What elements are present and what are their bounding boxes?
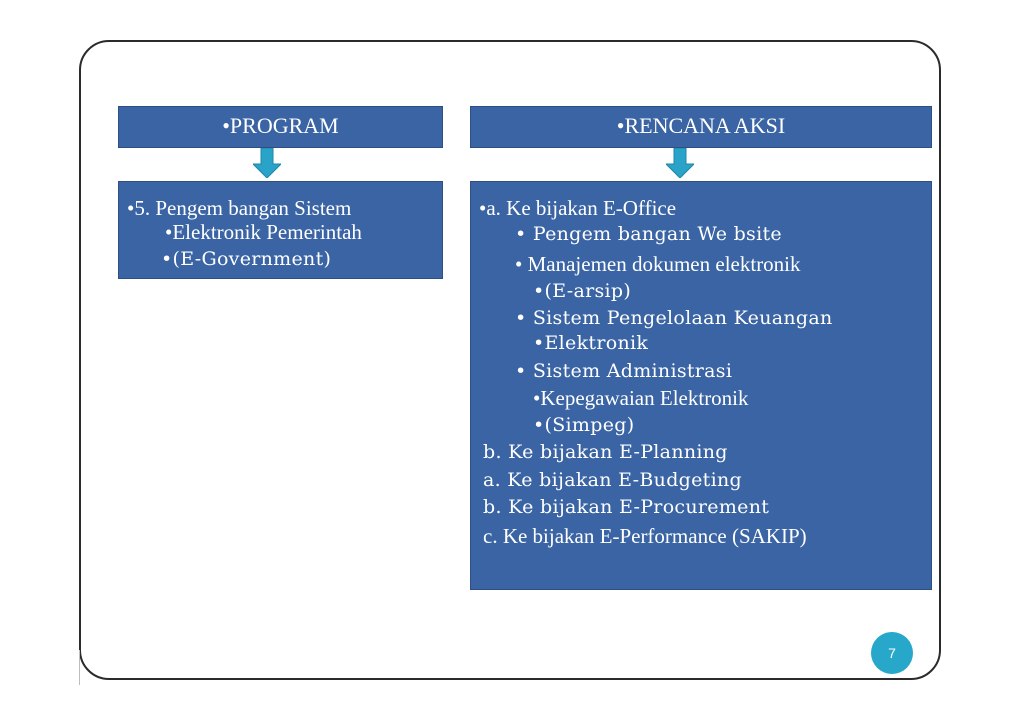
rencana-aksi-content-box — [470, 181, 932, 590]
program-line-3: •(E-Government) — [161, 248, 332, 270]
rencana-line-1: •a. Ke bijakan E-Office — [479, 196, 677, 220]
program-line-2: •Elektronik Pemerintah — [165, 220, 362, 244]
rencana-line-5: • Sistem Pengelolaan Keuangan — [515, 307, 833, 329]
rencana-line-10: b. Ke bijakan E-Planning — [483, 441, 728, 463]
rencana-aksi-header-label: •RENCANA AKSI — [616, 113, 786, 138]
rencana-aksi-header — [470, 106, 932, 148]
program-line-1: •5. Pengem bangan Sistem — [127, 196, 352, 220]
program-content-box — [118, 181, 443, 279]
page-number: 7 — [888, 645, 896, 661]
rencana-line-7: • Sistem Administrasi — [515, 360, 733, 382]
rencana-line-3: • Manajemen dokumen elektronik — [515, 252, 801, 276]
rencana-line-4: •(E-arsip) — [533, 280, 632, 302]
rencana-line-2: • Pengem bangan We bsite — [515, 223, 782, 245]
rencana-line-12: b. Ke bijakan E-Procurement — [483, 496, 770, 518]
program-down-arrow-icon — [253, 148, 281, 178]
rencana-line-11: a. Ke bijakan E-Budgeting — [483, 469, 742, 491]
rencana-line-8: •Kepegawaian Elektronik — [533, 386, 749, 410]
rencana-line-9: •(Simpeg) — [533, 414, 635, 436]
slide-edge-line — [79, 650, 80, 685]
rencana-down-arrow-icon — [666, 148, 694, 178]
program-header-label: •PROGRAM — [222, 113, 339, 138]
page-number-badge — [871, 632, 913, 674]
rencana-line-6: •Elektronik — [533, 332, 649, 354]
program-header — [118, 106, 443, 148]
rencana-line-13: c. Ke bijakan E-Performance (SAKIP) — [483, 524, 807, 548]
